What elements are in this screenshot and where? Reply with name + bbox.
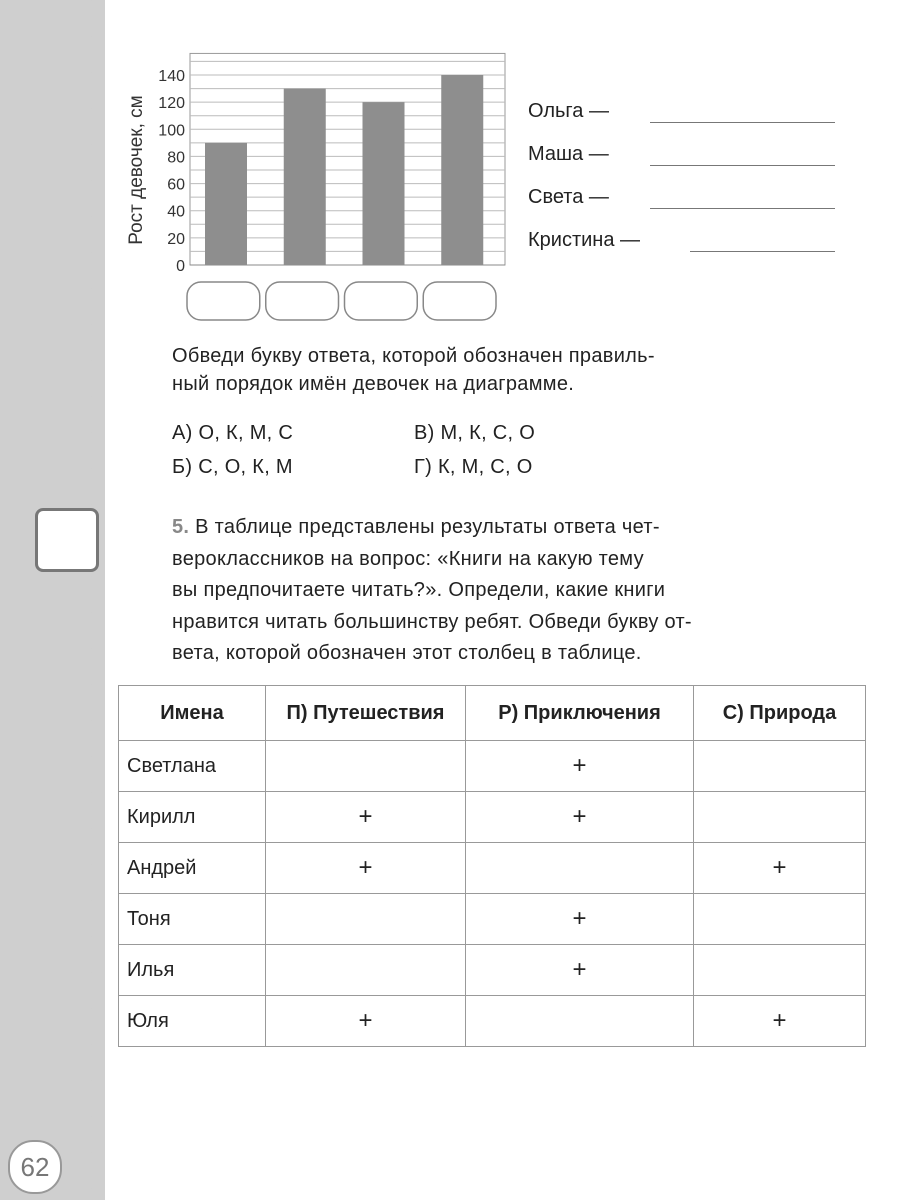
mark-cell: + xyxy=(466,792,694,843)
mark-cell xyxy=(694,894,866,945)
mark-cell xyxy=(694,792,866,843)
name-answer-box[interactable] xyxy=(423,282,496,320)
page-number: 62 xyxy=(8,1140,62,1194)
mark-cell xyxy=(466,843,694,894)
mark-cell: + xyxy=(266,996,466,1047)
header-travel[interactable]: П) Путешествия xyxy=(266,686,466,741)
task5-number: 5. xyxy=(172,516,190,538)
mark-cell: + xyxy=(466,894,694,945)
task5-line: вероклассников на вопрос: «Книги на какую тему xyxy=(172,547,644,570)
girl-label: Света — xyxy=(528,186,609,208)
y-tick-label: 120 xyxy=(158,95,185,113)
task4-text-line2: ный порядок имён девочек на диаграмме. xyxy=(172,373,575,395)
mark-cell: + xyxy=(466,945,694,996)
task5-line: вы предпочитаете читать?». Определи, какие книги xyxy=(172,579,666,601)
name-cell: Андрей xyxy=(119,843,266,894)
table-row xyxy=(119,894,866,945)
mark-cell: + xyxy=(466,741,694,792)
table-header-row xyxy=(119,686,866,741)
mark-cell xyxy=(694,945,866,996)
answer-option-g[interactable]: Г) К, М, С, О xyxy=(414,456,533,478)
task5-line: вета, которой обозначен этот столбец в таблице. xyxy=(172,642,642,664)
bar xyxy=(363,102,405,265)
name-cell: Илья xyxy=(119,945,266,996)
table-row xyxy=(119,792,866,843)
book-preference-table xyxy=(118,685,866,1047)
mark-cell xyxy=(266,894,466,945)
answer-option-a[interactable]: А) О, К, М, С xyxy=(172,422,294,444)
mark-cell xyxy=(266,945,466,996)
y-tick-label: 40 xyxy=(167,203,185,221)
answer-option-b[interactable]: Б) С, О, К, М xyxy=(172,456,293,478)
y-tick-label: 0 xyxy=(176,258,185,275)
mark-cell: + xyxy=(266,843,466,894)
task5-line: нравится читать большинству ребят. Обведи букву от- xyxy=(172,610,692,633)
name-answer-box[interactable] xyxy=(187,282,260,320)
mark-cell xyxy=(466,996,694,1047)
task5-text xyxy=(172,512,832,670)
y-tick-label: 80 xyxy=(167,149,185,167)
decorative-border xyxy=(0,0,105,1200)
name-cell: Кирилл xyxy=(119,792,266,843)
mark-cell xyxy=(694,741,866,792)
bar xyxy=(441,75,483,265)
bar xyxy=(284,89,326,265)
name-answer-box[interactable] xyxy=(345,282,418,320)
table-row xyxy=(119,741,866,792)
height-bar-chart xyxy=(110,40,520,330)
name-answer-box[interactable] xyxy=(266,282,339,320)
header-adventure[interactable]: Р) Приключения xyxy=(466,686,694,741)
name-cell: Тоня xyxy=(119,894,266,945)
mark-cell: + xyxy=(694,996,866,1047)
mark-cell: + xyxy=(694,843,866,894)
y-tick-label: 140 xyxy=(158,68,185,85)
y-axis-label: Рост девочек, см xyxy=(126,95,147,245)
y-tick-label: 100 xyxy=(158,122,185,140)
answer-line[interactable] xyxy=(650,165,835,166)
answer-option-v[interactable]: В) М, К, С, О xyxy=(414,422,536,444)
y-tick-label: 20 xyxy=(167,230,185,248)
name-cell: Юля xyxy=(119,996,266,1047)
girl-label: Кристина — xyxy=(528,229,641,251)
girl-label: Ольга — xyxy=(528,100,609,122)
y-tick-label: 60 xyxy=(167,176,185,194)
answer-line[interactable] xyxy=(650,122,835,123)
bar xyxy=(205,143,247,265)
table-row xyxy=(119,945,866,996)
table-row xyxy=(119,996,866,1047)
mark-cell: + xyxy=(266,792,466,843)
header-names: Имена xyxy=(119,686,266,741)
task4-text-line1: Обведи букву ответа, которой обозначен правиль- xyxy=(172,345,655,367)
answer-checkbox[interactable] xyxy=(35,508,99,572)
table-row xyxy=(119,843,866,894)
answer-line[interactable] xyxy=(650,208,835,209)
header-nature[interactable]: С) Природа xyxy=(694,686,866,741)
girl-label: Маша — xyxy=(528,143,609,165)
mark-cell xyxy=(266,741,466,792)
answer-line[interactable] xyxy=(690,251,835,252)
name-cell: Светлана xyxy=(119,741,266,792)
task5-line: В таблице представлены результаты ответа чет- xyxy=(195,516,660,538)
